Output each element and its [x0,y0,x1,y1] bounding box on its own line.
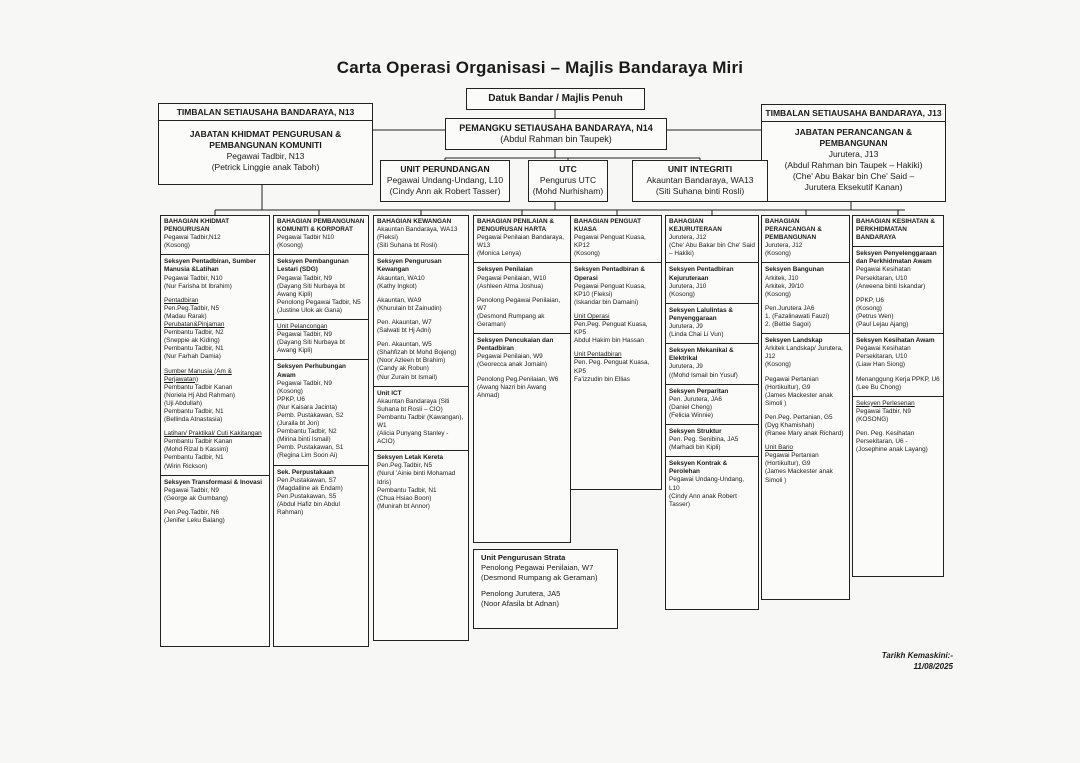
section-title: Seksyen Perlesenan [856,399,915,407]
staff-line: (Sneppie ak Kiding) [164,337,220,345]
section-divider [374,386,468,387]
staff-line: (Candy ak Robun) [377,365,429,373]
division-column [761,215,850,600]
section-title: Seksyen Struktur [669,427,722,435]
right-head-officer: Jurutera, J13 [828,149,879,159]
section-divider [374,254,468,255]
staff-line: (Desmond Rumpang ak Geraman) [477,312,545,329]
staff-line: Pegawai Penilaian, W9 [477,353,543,361]
section-title: Unit ICT [377,389,402,397]
staff-line: (Bellinda Atnastasia) [164,416,223,424]
staff-line: Jurutera, J10 [669,282,707,290]
staff-line: Pembantu Tadbir Kanan [164,383,233,391]
staff-line: Arkitek, J10 [765,274,799,282]
section-title: Seksyen Perhubungan Awam [277,363,346,379]
section-title: Seksyen Lalulintas & Penyenggaraan [669,306,733,322]
section-divider [161,254,269,255]
staff-line: (Nur Farhah Damia) [164,353,221,361]
left-head-name: (Petrick Linggie anak Taboh) [211,162,320,172]
staff-line: Pegawai Pertanian (Hortikultur), G9 [765,452,819,468]
section-divider [666,456,758,457]
section-title: Seksyen Pentadbiran & Operasi [574,266,646,282]
staff-line: (Mohd Rizal b Kassim) [164,446,229,454]
section-divider [474,333,570,334]
update-date: 11/08/2025 [913,662,953,671]
staff-line: Akauntan, WA10 [377,274,425,282]
left-head-box [158,103,373,185]
staff-line: Pembantu Tadbir Kanan [164,438,233,446]
staff-line: ((Mohd Ismail bin Yusuf) [669,371,738,379]
section-title: Seksyen Landskap [765,337,823,345]
staff-line: (Ashleen Atma Joshua) [477,282,544,290]
section-divider [474,262,570,263]
division-title: BAHAGIAN KESIHATAN & PERKHIDMATAN BANDARAYA [856,218,935,242]
strata-line: Penolong Pegawai Penilaian, W7 [481,563,594,572]
unit-line: Akauntan Bandaraya, WA13 [646,175,754,185]
staff-line: Pegawai Tadbir, N9 [164,486,219,494]
division-column [160,215,270,647]
staff-line: Pen. Akauntan, W5 [377,341,432,349]
staff-line: Akauntan Bandaraya (Siti Suhana bt Rosli – CIO) [377,397,450,413]
staff-line: (Khurulain bt Zainudin) [377,304,442,312]
staff-line: (Mirina binti Ismail) [277,436,331,444]
right-head-name3: Jurutera Eksekutif Kanan) [804,182,903,192]
section-divider [666,424,758,425]
staff-line: Pembantu Tadbir, N1 [164,454,224,462]
staff-line: (Noriela Hj Abd Rahman) [164,391,236,399]
section-title: Seksyen Bangunan [765,266,824,274]
staff-line: (Alicia Punyang Stanley - ACIO) [377,430,449,446]
section-title: Seksyen Kontrak & Perolehan [669,460,728,476]
staff-line: (Kosong) [277,242,303,250]
staff-line: (Awang Nazri bin Awang Ahmad) [477,383,547,399]
staff-line: (Regina Lim Soon Ai) [277,452,338,460]
staff-line: Penolong Peg.Penilaian, W6 [477,375,559,383]
update-stamp [843,650,953,672]
staff-line: Arkitek, J9/10 [765,282,804,290]
staff-line: Pegawai Tadbir N10 [277,234,335,242]
staff-line: (Cindy Ann anak Robert Tasser) [669,492,737,508]
section-title: Sumber Manusia (Am & Perjawatan) [164,367,232,383]
staff-line: Akauntan, WA9 [377,296,422,304]
staff-line: (James Mackester anak Simoli ) [765,468,833,484]
staff-line: (Dyg Khamishah) [765,421,815,429]
staff-line: Pembantu Tadbir, N2 [164,329,224,337]
unit-title: UTC [559,164,577,174]
top-label: Datuk Bandar / Majlis Penuh [488,93,623,104]
division-column [665,215,759,610]
update-label: Tarikh Kemaskini:- [881,651,953,660]
staff-line: (Monica Lenya) [477,250,522,258]
right-head-title: TIMBALAN SETIAUSAHA BANDARAYA, J13 [762,105,945,122]
staff-line: Penolong Pegawai Tadbir, N5 [277,298,361,306]
unit-title: UNIT INTEGRITI [667,164,733,174]
strata-title: Unit Pengurusan Strata [481,553,566,562]
staff-line: Pen.Jurutera JA6 [765,304,815,312]
staff-line: (Noor Azleen bt Brahim) [377,357,446,365]
division-title: BAHAGIAN PEMBANGUNAN KOMUNITI & KORPORAT [277,218,365,234]
section-divider [274,319,368,320]
section-divider [374,450,468,451]
right-head-box [761,104,946,202]
section-title: Seksyen Pembangunan Lestari (SDG) [277,258,349,274]
strata-line: (Desmond Rumpang ak Geraman) [481,573,598,582]
staff-line: 2. (Bettie Sagoi) [765,321,811,329]
staff-line: Pen. Jurutera, JA6 [669,395,722,403]
staff-line: (Wirin Rickson) [164,462,208,470]
section-divider [666,384,758,385]
division-title: BAHAGIAN PENILAIAN & PENGURUSAN HARTA [477,218,555,234]
unit-integriti-box [632,160,768,202]
section-title: Sek. Perpustakaan [277,468,334,476]
page-title: Carta Operasi Organisasi – Majlis Bandaraya Miri [336,58,744,77]
right-head-name1: (Abdul Rahman bin Taupek – Hakiki) [784,160,923,170]
staff-line: Pembantu Tadbir, N1 [164,407,224,415]
staff-line: (Uji Abdullah) [164,399,203,407]
staff-line: Jurutera, J9 [669,363,703,371]
right-head-dept: JABATAN PERANCANGAN & PEMBANGUNAN [794,127,913,148]
section-divider [571,262,661,263]
staff-line: Pen. Peg. Senibina, JA5 [669,436,739,444]
strata-line: (Noor Afasila bt Adnan) [481,599,560,608]
staff-line: PPKP, U6 [277,395,305,403]
staff-line: Pegawai Penguat Kuasa, KP12 [574,234,646,250]
staff-line: (Siti Suhana bt Rosli) [377,242,438,250]
staff-line: Pegawai Tadbir,N12 [164,234,221,242]
staff-line: (Kosong) [765,361,791,369]
staff-line: Jurutera, J12 [669,234,707,242]
staff-line: Pen. Peg. Kesihatan Persekitaran, U6 - [856,429,915,446]
staff-line: (Che' Abu Bakar bin Che' Said – Hakiki) [669,242,755,258]
staff-line: Pen.Peg. Pertanian, G5 [765,413,833,421]
section-title: Perubatan&Pinjaman [164,321,225,329]
staff-line: Pegawai Tadbir, N9 [277,379,332,387]
staff-line: Pegawai Undang-Undang, L10 [669,476,744,492]
section-title: Seksyen Mekanikal & Elektrikal [669,347,734,363]
section-divider [853,333,943,334]
staff-line: Jurutera, J9 [669,323,703,331]
division-column [473,215,571,543]
section-divider [274,254,368,255]
staff-line: (Felicia Winnie) [669,411,714,419]
staff-line: Pen.Peg.Tadbir, N5 [377,462,433,470]
staff-line: (Kosong) [669,290,695,298]
center-head-title: PEMANGKU SETIAUSAHA BANDARAYA, N14 [459,123,653,133]
staff-line: Penolong Pegawai Penilaian, W7 [477,296,561,312]
staff-line: (KOSONG) [856,415,889,423]
section-divider [274,359,368,360]
section-title: Unit Pelancongan [277,323,328,331]
section-divider [666,343,758,344]
staff-line: (Dayang Siti Nurbaya bt Awang Kipli) [277,339,345,355]
staff-line: (Iskandar bin Damaini) [574,298,639,306]
staff-line: Pen.Pustakawan, S7 [277,476,337,484]
staff-line: (Juraila bt Jon) [277,420,320,428]
section-divider [762,262,849,263]
staff-line: Pen.Peg. Penguat Kuasa, KP5 [574,321,648,337]
section-divider [853,246,943,247]
staff-line: (Ranee Mary anak Richard) [765,430,844,438]
division-column [373,215,469,641]
section-title: Unit Operasi [574,312,610,320]
staff-line: (Petrus Wen) [856,312,894,320]
staff-line: Pen.Peg.Tadbir, N6 [164,508,220,516]
staff-line: (Kosong) [856,304,882,312]
staff-line: (Abdul Hafiz bin Abdul Rahman) [277,500,340,516]
section-title: Seksyen Pentadbiran, Sumber Manusia &Latihan [164,258,256,274]
section-title: Latihan/ Praktikal/ Cuti Kakitangan [164,430,262,438]
staff-line: Pegawai Tadbir, N9 [856,407,911,415]
section-title: Seksyen Pencukaian dan Pentadbiran [477,337,554,353]
staff-line: (Nur Farisha bt Ibrahim) [164,282,232,290]
strata-line: Penolong Jurutera, JA5 [481,589,561,598]
staff-line: (Chua Hsiao Boon) [377,494,432,502]
division-title: BAHAGIAN KEJURUTERAAN [669,218,722,234]
staff-line: Pembantu Tadbir, N2 [277,428,337,436]
unit-line: (Cindy Ann ak Robert Tasser) [389,186,501,196]
staff-line: (Nurul 'Ainie binti Mohamad Idris) [377,470,456,486]
unit-line: (Mohd Nurhisham) [532,186,604,196]
section-title: Seksyen Transformasi & Inovasi [164,478,263,486]
staff-line: Abdul Hakim bin Hassan [574,337,644,345]
section-title: Seksyen Kesihatan Awam [856,337,935,345]
left-head-dept: JABATAN KHIDMAT PENGURUSAN & PEMBANGUNAN KOMUNITI [189,129,342,150]
staff-line: (Josephine anak Layang) [856,446,928,454]
section-title: Seksyen Perparitan [669,387,729,395]
staff-line: Pembantu Tadbir (Kawangan), W1 [377,413,464,429]
staff-line: (Nur Kaisara Jacinta) [277,403,338,411]
unit-title: UNIT PERUNDANGAN [400,164,490,174]
staff-line: (George ak Gumbang) [164,494,228,502]
division-title: BAHAGIAN KHIDMAT PENGURUSAN [164,218,230,234]
staff-line: Pegawai Penilaian, W10 [477,274,547,282]
division-column [852,215,944,577]
staff-line: (Dayang Siti Nurbaya bt Awang Kipli) [277,282,345,298]
staff-line: (Salwati bt Hj Adni) [377,327,431,335]
staff-line: (Kosong) [765,250,791,258]
staff-line: Pegawai Pertanian (Hortikultur), G9 [765,375,819,391]
staff-line: (Shahfizah bt Mohd Bojeng) [377,349,457,357]
staff-line: (Georecca anak Jomain) [477,361,547,369]
division-title: BAHAGIAN PERANCANGAN & PEMBANGUNAN [765,218,822,242]
staff-line: Pegawai Tadbir, N9 [277,274,332,282]
staff-line: (Paul Lejau Ajang) [856,321,909,329]
section-title: Seksyen Penilaian [477,266,533,274]
staff-line: PPKP, U6 [856,296,884,304]
section-title: Unit Bario [765,444,794,452]
staff-line: Pegawai Tadbir, N9 [277,331,332,339]
staff-line: Pegawai Tadbir, N10 [164,274,223,282]
unit-utc-box [528,160,608,202]
staff-line: Pegawai Penguat Kuasa, KP10 (Fleksi) [574,282,646,298]
staff-line: Fa'izzudin bin Ellias [574,375,630,383]
staff-line: Pegawai Penilaian Bandaraya, W13 [477,234,565,250]
center-head-name: (Abdul Rahman bin Taupek) [500,134,612,144]
staff-line: (Marhadi bin Kipli) [669,444,721,452]
section-title: Seksyen Letak Kereta [377,454,444,462]
staff-line: (Justine Ulok ak Gana) [277,306,342,314]
staff-line: Pembantu Tadbir, N1 [164,345,224,353]
staff-line: (Nur Zurain bt Ismail) [377,373,438,381]
division-title: BAHAGIAN PENGUAT KUASA [574,218,641,234]
staff-line: (Liaw Han Siong) [856,361,906,369]
staff-line: Pegawai Kesihatan Persekitaran, U10 [856,345,911,361]
strata-box [473,549,618,629]
section-divider [762,333,849,334]
left-head-title: TIMBALAN SETIAUSAHA BANDARAYA, N13 [159,104,372,121]
section-divider [161,475,269,476]
section-divider [666,262,758,263]
staff-line: Pen. Akauntan, W7 [377,318,432,326]
staff-line: (Lee Bu Chong) [856,383,902,391]
top-box [466,88,645,110]
staff-line: (Munirah bt Annor) [377,502,430,510]
center-head-box [445,118,667,150]
staff-line: Pen.Pustakawan, S5 [277,492,337,500]
staff-line: Pembantu Tadbir, N1 [377,486,437,494]
staff-line: Pemb. Pustakawan, S2 [277,411,344,419]
staff-line: Pemb. Pustakawan, S1 [277,444,344,452]
staff-line: (Daniel Cheng) [669,403,712,411]
division-column [273,215,369,647]
section-divider [853,396,943,397]
staff-line: (Magdalline ak Endam) [277,484,343,492]
staff-line: (Kosong) [277,387,303,395]
section-divider [666,303,758,304]
staff-line: Pen. Peg. Penguat Kuasa, KP5 [574,359,650,375]
staff-line: Akauntan Bandaraya, WA13 (Fleksi) [377,226,458,242]
staff-line: (Jenifer Leku Balang) [164,517,225,524]
staff-line: Menanggung Kerja PPKP, U6 [856,375,940,383]
right-head-name2: (Che' Abu Bakar bin Che' Said – [792,171,915,181]
section-divider [274,465,368,466]
staff-line: Pen.Peg.Tadbir, N5 [164,304,220,312]
unit-line: (Siti Suhana binti Rosli) [655,186,745,196]
staff-line: (Kathy Ingkot) [377,282,417,290]
unit-line: Pengurus UTC [539,175,597,185]
unit-line: Pegawai Undang-Undang, L10 [386,175,504,185]
staff-line: Pegawai Kesihatan Persekitaran, U10 [856,266,911,282]
section-title: Seksyen Pentadbiran Kejuruteraan [669,266,734,282]
section-title: Seksyen Penyelenggaraan dan Perkhidmatan Awam [856,250,937,266]
left-head-officer: Pegawai Tadbir, N13 [226,151,305,161]
unit-perundangan-box [380,160,510,202]
staff-line: Jurutera, J12 [765,242,803,250]
staff-line: (Kosong) [765,290,791,298]
staff-line: (Arweena binti Iskandar) [856,282,926,290]
staff-line: (Madau Rarak) [164,312,207,320]
division-column [570,215,662,490]
section-title: Unit Pentadbiran [574,351,622,359]
staff-line: (Kosong) [164,242,190,250]
section-title: Seksyen Pengurusan Kewangan [377,258,442,274]
staff-line: (Linda Chai Li Vun) [669,331,724,339]
staff-line: (Kosong) [574,250,600,258]
division-title: BAHAGIAN KEWANGAN [377,218,452,225]
staff-line: 1. (Fazalinawati Fauzi) [765,312,830,320]
section-title: Pentadbiran [164,296,199,304]
staff-line: (James Mackester anak Simoli ) [765,391,833,407]
staff-line: Arkitek Landskap/ Jurutera, J12 [765,345,843,361]
